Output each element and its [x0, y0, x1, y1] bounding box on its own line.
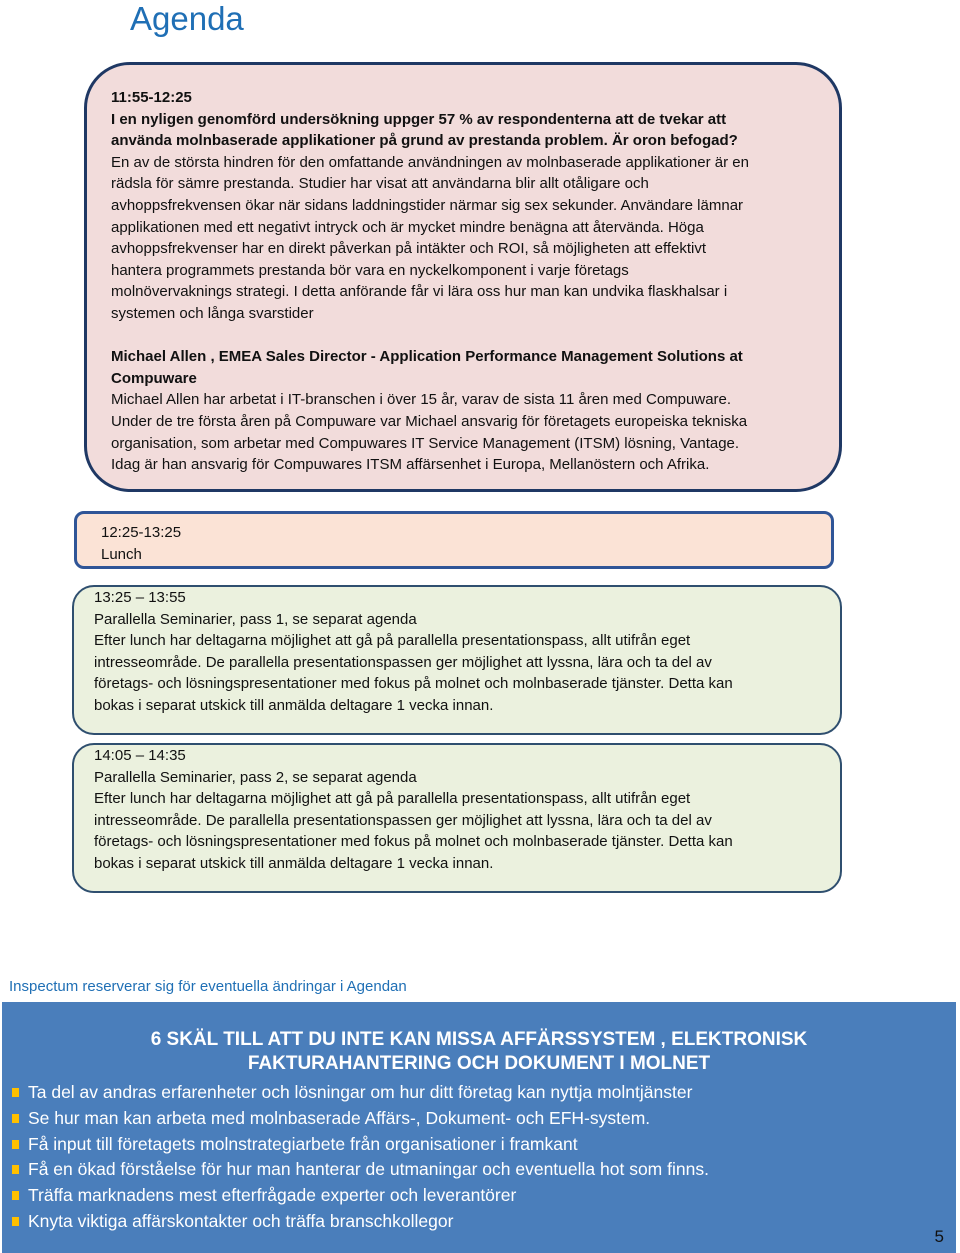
- agenda-change-notice: Inspectum reserverar sig för eventuella ändringar i Agendan: [9, 978, 407, 995]
- lunch-box: [74, 511, 834, 569]
- reason-text: Få en ökad förståelse för hur man hanterar de utmaningar och eventuella hot som finns.: [28, 1159, 709, 1180]
- session-3-title: Parallella Seminarier, pass 2, se separat agenda: [94, 768, 417, 786]
- speaker-line: Compuware: [111, 369, 197, 387]
- session-3-line: företags- och lösningspresentationer med fokus på molnet och molnbaserade tjänster. Detta kan: [94, 833, 733, 851]
- reason-item: [12, 1132, 709, 1158]
- session-2-content: [94, 587, 824, 717]
- session-1-body-line: molnövervaknings strategi. I detta anförande får vi lära oss hur man kan undvika flaskhalsar i: [111, 283, 728, 301]
- bullet-icon: [12, 1191, 19, 1200]
- speaker-bio-line: Under de tre första åren på Compuware var Michael ansvarig för företagets europeiska tekniska: [111, 412, 748, 430]
- session-box-3: [72, 743, 842, 893]
- session-1-body-line: hantera programmets prestanda bör vara en nyckelkomponent i varje företags: [111, 261, 629, 279]
- reason-text: Träffa marknadens mest efterfrågade experter och leverantörer: [28, 1185, 517, 1206]
- reason-text: Få input till företagets molnstrategiarbete från organisationer i framkant: [28, 1133, 578, 1154]
- reason-item: [12, 1080, 709, 1106]
- session-box-2: [72, 585, 842, 735]
- page-number: 5: [934, 1227, 944, 1246]
- bullet-icon: [12, 1088, 19, 1097]
- session-3-line: intresseområde. De parallella presentationspassen ger möjlighet att lyssna, lära och ta del av: [94, 811, 712, 829]
- session-3-time: 14:05 – 14:35: [94, 747, 186, 764]
- reason-text: Knyta viktiga affärskontakter och träffa branschkollegor: [28, 1210, 454, 1231]
- session-1-heading-line: I en nyligen genomförd undersökning uppger 57 % av respondenterna att de tvekar att: [111, 110, 727, 128]
- session-1-body-line: applikationen med ett negativt intryck och är mycket mindre benägna att återvända. Höga: [111, 218, 704, 236]
- reasons-list: [12, 1080, 709, 1235]
- session-2-line: företags- och lösningspresentationer med fokus på molnet och molnbaserade tjänster. Detta kan: [94, 675, 733, 693]
- spacer: [111, 325, 823, 347]
- session-box-1: [84, 62, 842, 492]
- reason-text: Se hur man kan arbeta med molnbaserade Affärs-, Dokument- och EFH-system.: [28, 1107, 651, 1128]
- banner-heading-line: FAKTURAHANTERING OCH DOKUMENT I MOLNET: [247, 1053, 711, 1074]
- session-3-content: [94, 745, 824, 875]
- reason-text: Ta del av andras erfarenheter och lösningar om hur ditt företag kan nyttja molntjänster: [28, 1082, 693, 1102]
- session-1-body-line: systemen och långa svarstider: [111, 304, 314, 322]
- bullet-icon: [12, 1217, 19, 1226]
- reasons-banner: [2, 1002, 956, 1253]
- lunch-label: Lunch: [101, 545, 142, 563]
- speaker-line: Michael Allen , EMEA Sales Director - Application Performance Management Solutions at: [111, 348, 743, 366]
- lunch-time: 12:25-13:25: [101, 524, 182, 541]
- speaker-bio-line: Michael Allen har arbetat i IT-branschen i över 15 år, varav de sista 11 åren med Compuware.: [111, 391, 732, 409]
- lunch-content: [101, 522, 181, 565]
- reason-item: [12, 1157, 709, 1183]
- banner-heading-line: 6 SKÄL TILL ATT DU INTE KAN MISSA AFFÄRSSYSTEM , ELEKTRONISK: [150, 1029, 808, 1050]
- reason-item: [12, 1209, 709, 1235]
- session-2-title: Parallella Seminarier, pass 1, se separat agenda: [94, 610, 417, 628]
- session-2-line: bokas i separat utskick till anmälda deltagare 1 vecka innan.: [94, 696, 494, 714]
- session-1-heading-line: använda molnbaserade applikationer på grund av prestanda problem. Är oron befogad?: [111, 132, 738, 150]
- session-1-time: 11:55-12:25: [111, 89, 192, 106]
- session-1-body-line: En av de största hindren för den omfattande användningen av molnbaserade applikationer är en: [111, 153, 749, 171]
- speaker-bio-line: Idag är han ansvarig för Compuwares ITSM affärsenhet i Europa, Mellanöstern och Afrika.: [111, 456, 710, 474]
- page-title: Agenda: [130, 0, 244, 37]
- session-2-time: 13:25 – 13:55: [94, 589, 186, 606]
- reason-item: [12, 1183, 709, 1209]
- session-3-line: Efter lunch har deltagarna möjlighet att gå på parallella presentationspass, allt utifrån eget: [94, 790, 691, 808]
- session-1-body-line: rädsla för sämre prestanda. Studier har visat att användarna blir allt otåligare och: [111, 175, 649, 193]
- bullet-icon: [12, 1165, 19, 1174]
- bullet-icon: [12, 1114, 19, 1123]
- session-2-line: intresseområde. De parallella presentationspassen ger möjlighet att lyssna, lära och ta del av: [94, 653, 712, 671]
- session-2-line: Efter lunch har deltagarna möjlighet att gå på parallella presentationspass, allt utifrån eget: [94, 632, 691, 650]
- session-1-body-line: avhoppsfrekvenser har en direkt påverkan på intäkter och ROI, så möjligheten att effektivt: [111, 240, 707, 258]
- session-1-body-line: avhoppsfrekvensen ökar när sidans laddningstider närmar sig sex sekunder. Användare lämnar: [111, 196, 744, 214]
- bullet-icon: [12, 1140, 19, 1149]
- session-3-line: bokas i separat utskick till anmälda deltagare 1 vecka innan.: [94, 854, 494, 872]
- speaker-bio-line: organisation, som arbetar med Compuwares IT Service Management (ITSM) lösning, Vantage.: [111, 434, 740, 452]
- banner-heading: [2, 1028, 956, 1076]
- reason-item: [12, 1106, 709, 1132]
- session-1-content: [111, 87, 823, 476]
